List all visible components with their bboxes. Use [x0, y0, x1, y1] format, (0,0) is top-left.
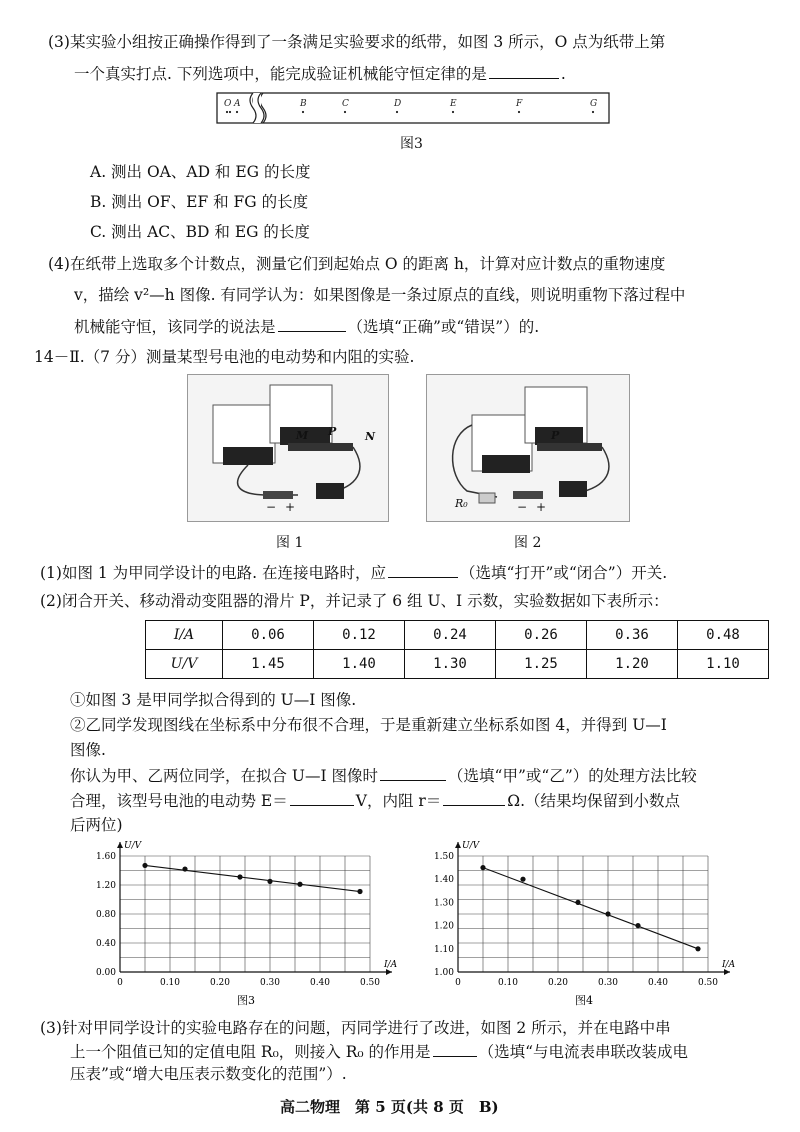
tape-point-label: A: [234, 99, 241, 109]
tape-dot: [344, 111, 346, 113]
tape-dot: [452, 111, 454, 113]
table-row-label: U/V: [146, 650, 223, 679]
fig2-label-r0: R₀: [455, 497, 468, 510]
table-cell: 0.48: [678, 621, 769, 650]
fig2-label-p: P: [551, 429, 560, 442]
data-point: [142, 863, 147, 868]
y-tick-label: 1.00: [433, 968, 454, 978]
p3-answer-blank[interactable]: [433, 1044, 477, 1057]
ask-text: 你认为甲、乙两位同学，在拟合 U—I 图像时: [70, 767, 379, 785]
x-tick-label: 0.20: [547, 978, 569, 988]
tape-point-label: F: [516, 99, 523, 109]
y-tick-label: 0.40: [95, 939, 116, 949]
statement-2-line2: 图像.: [70, 741, 106, 759]
table-cell: 0.06: [223, 621, 314, 650]
data-point: [575, 900, 580, 905]
fit-line: [145, 865, 360, 891]
table-cell: 1.45: [223, 650, 314, 679]
ask-tail-text: Ω.（结果均保留到小数点: [507, 792, 681, 810]
tape-point-label: B: [300, 99, 307, 109]
fig2-label-minus: −: [517, 500, 528, 514]
x-tick-label: 0.30: [597, 978, 619, 988]
x-tick-label: 0.40: [647, 978, 669, 988]
emf-answer-blank[interactable]: [290, 793, 354, 806]
table-cell: 1.10: [678, 650, 769, 679]
page-footer: 高二物理 第 5 页(共 8 页 B): [280, 1098, 499, 1116]
y-axis-arrow: [117, 842, 123, 848]
chart-caption: 图4: [575, 994, 593, 1007]
option-b[interactable]: B. 测出 OF、EF 和 FG 的长度: [90, 193, 309, 211]
x-tick-label: 0.40: [309, 978, 331, 988]
table-row-voltage: [146, 650, 769, 679]
tape-dot: [518, 111, 520, 113]
x-tick-label: 0.30: [259, 978, 281, 988]
fig1-label-n: N: [365, 430, 376, 443]
ask-text-end: （选填“甲”或“乙”）的处理方法比较: [448, 767, 697, 785]
option-c[interactable]: C. 测出 AC、BD 和 EG 的长度: [90, 223, 310, 241]
tape-caption: 图3: [400, 136, 423, 152]
y-tick-label: 0.80: [95, 910, 116, 920]
p3-line2: [70, 1044, 688, 1061]
x-tick-label: 0.50: [697, 978, 719, 988]
statement-2-line1: ②乙同学发现图线在坐标系中分布很不合理，于是重新建立坐标系如图 4，并得到 U—I: [70, 716, 667, 734]
statement-1: ①如图 3 是甲同学拟合得到的 U—I 图像.: [70, 691, 357, 709]
y-tick-label: 1.60: [95, 852, 116, 862]
y-tick-label: 1.50: [433, 852, 454, 862]
q3-line2-end: .: [560, 65, 566, 83]
q4-line3-text: 机械能守恒，该同学的说法是: [74, 318, 276, 336]
p2-line: (2)闭合开关、移动滑动变阻器的滑片 P，并记录了 6 组 U、I 示数，实验数据如下表所示：: [40, 592, 669, 610]
q3-line2-text: 一个真实打点. 下列选项中，能完成验证机械能守恒定律的是: [74, 65, 487, 83]
q4-line3: [74, 319, 539, 336]
resistance-answer-blank[interactable]: [443, 793, 505, 806]
data-point: [695, 946, 700, 951]
tape-dot: [396, 111, 398, 113]
y-tick-label: 1.30: [433, 898, 454, 909]
x-tick-label: 0: [455, 978, 461, 988]
fig1-label-minus: −: [266, 500, 277, 514]
chart-caption: 图3: [237, 994, 255, 1007]
y-axis-label: U/V: [462, 841, 480, 851]
table-cell: 0.36: [587, 621, 678, 650]
method-answer-blank[interactable]: [380, 768, 446, 781]
x-tick-label: 0: [117, 978, 123, 988]
fit-line: [483, 868, 698, 949]
circuit-fig1-drawing: [188, 375, 388, 521]
data-table: [145, 620, 769, 679]
table-cell: 0.26: [496, 621, 587, 650]
q4-line1: (4)在纸带上选取多个计数点，测量它们到起始点 O 的距离 h，计算对应计数点的重物速度: [48, 255, 666, 273]
y-tick-label: 1.20: [433, 921, 454, 932]
tape-point-label: O: [224, 99, 232, 109]
table-cell: 1.25: [496, 650, 587, 679]
p1-answer-blank[interactable]: [388, 565, 458, 578]
data-point: [605, 911, 610, 916]
p3-line1: (3)针对甲同学设计的实验电路存在的问题，丙同学进行了改进，如图 2 所示，并在电路中串: [40, 1019, 671, 1037]
table-cell: 1.30: [405, 650, 496, 679]
y-tick-label: 1.10: [433, 944, 454, 955]
data-point: [635, 923, 640, 928]
chart-fig4: [418, 836, 748, 1012]
y-tick-label: 0.00: [95, 968, 116, 978]
p3-line3: 压表”或“增大电压表示数变化的范围”）.: [70, 1065, 347, 1083]
ask-line2: [70, 793, 680, 810]
tape-point-label: G: [590, 99, 598, 109]
p1-text: (1)如图 1 为甲同学设计的电路. 在连接电路时，应: [40, 564, 387, 582]
tape-point-label: D: [394, 99, 402, 109]
y-axis-label: U/V: [124, 841, 142, 851]
x-axis-label: I/A: [722, 960, 736, 970]
y-tick-label: 1.40: [433, 875, 454, 886]
y-tick-label: 1.20: [95, 881, 116, 891]
data-point: [182, 866, 187, 871]
circuit-photo-fig2: [426, 374, 630, 522]
x-tick-label: 0.50: [359, 978, 381, 988]
fig2-label-plus: +: [536, 500, 547, 514]
table-cell: 0.24: [405, 621, 496, 650]
table-cell: 1.40: [314, 650, 405, 679]
fig1-label-m: M: [296, 429, 309, 442]
p3-text-end: （选填“与电流表串联改装成电: [478, 1043, 688, 1061]
q4-line3-end: （选填“正确”或“错误”）的.: [347, 318, 540, 336]
q14-title: 14－Ⅱ.（7 分）测量某型号电池的电动势和内阻的实验.: [34, 348, 415, 366]
tape-dot: [592, 111, 594, 113]
tape-point-label: C: [342, 99, 349, 109]
data-point: [267, 879, 272, 884]
ask-r-text: V，内阻 r＝: [355, 792, 442, 810]
tape-dot: [229, 111, 231, 113]
p3-text: 上一个阻值已知的定值电阻 R₀，则接入 R₀ 的作用是: [70, 1043, 431, 1061]
circuit-fig2-drawing: [427, 375, 629, 521]
q3-answer-blank[interactable]: [489, 66, 559, 79]
tape-dot: [302, 111, 304, 113]
x-tick-label: 0.20: [209, 978, 231, 988]
fig1-label-plus: +: [285, 500, 296, 514]
y-axis-arrow: [455, 842, 461, 848]
tape-dot: [226, 111, 228, 113]
option-a[interactable]: A. 测出 OA、AD 和 EG 的长度: [90, 163, 311, 181]
tape-dot: [236, 111, 238, 113]
ask-emf-text: 合理，该型号电池的电动势 E＝: [70, 792, 288, 810]
fig2-caption: 图 2: [514, 535, 542, 551]
table-row-current: [146, 621, 769, 650]
q3-line2: [74, 66, 566, 83]
q4-line2: v，描绘 v²—h 图像. 有同学认为：如果图像是一条过原点的直线，则说明重物下落过程中: [74, 286, 686, 304]
table-row-label: I/A: [146, 621, 223, 650]
data-point: [480, 865, 485, 870]
data-point: [357, 889, 362, 894]
paper-tape-figure: [216, 90, 616, 130]
x-axis-label: I/A: [384, 960, 398, 970]
q4-answer-blank[interactable]: [278, 319, 346, 332]
fig1-caption: 图 1: [276, 535, 304, 551]
data-point: [297, 882, 302, 887]
ask-line3: 后两位): [70, 816, 123, 834]
table-cell: 1.20: [587, 650, 678, 679]
q3-line1: (3)某实验小组按正确操作得到了一条满足实验要求的纸带，如图 3 所示，O 点为纸带上第: [48, 33, 666, 51]
x-tick-label: 0.10: [159, 978, 181, 988]
p1-text-end: （选填“打开”或“闭合”）开关.: [460, 564, 668, 582]
table-cell: 0.12: [314, 621, 405, 650]
data-point: [237, 874, 242, 879]
fig1-label-p: P: [328, 425, 337, 438]
circuit-photo-fig1: [187, 374, 389, 522]
tape-point-label: E: [450, 99, 457, 109]
data-point: [520, 877, 525, 882]
x-tick-label: 0.10: [497, 978, 519, 988]
ask-line1: [70, 768, 697, 785]
p1-line: [40, 565, 667, 582]
chart-fig3: [80, 836, 410, 1012]
